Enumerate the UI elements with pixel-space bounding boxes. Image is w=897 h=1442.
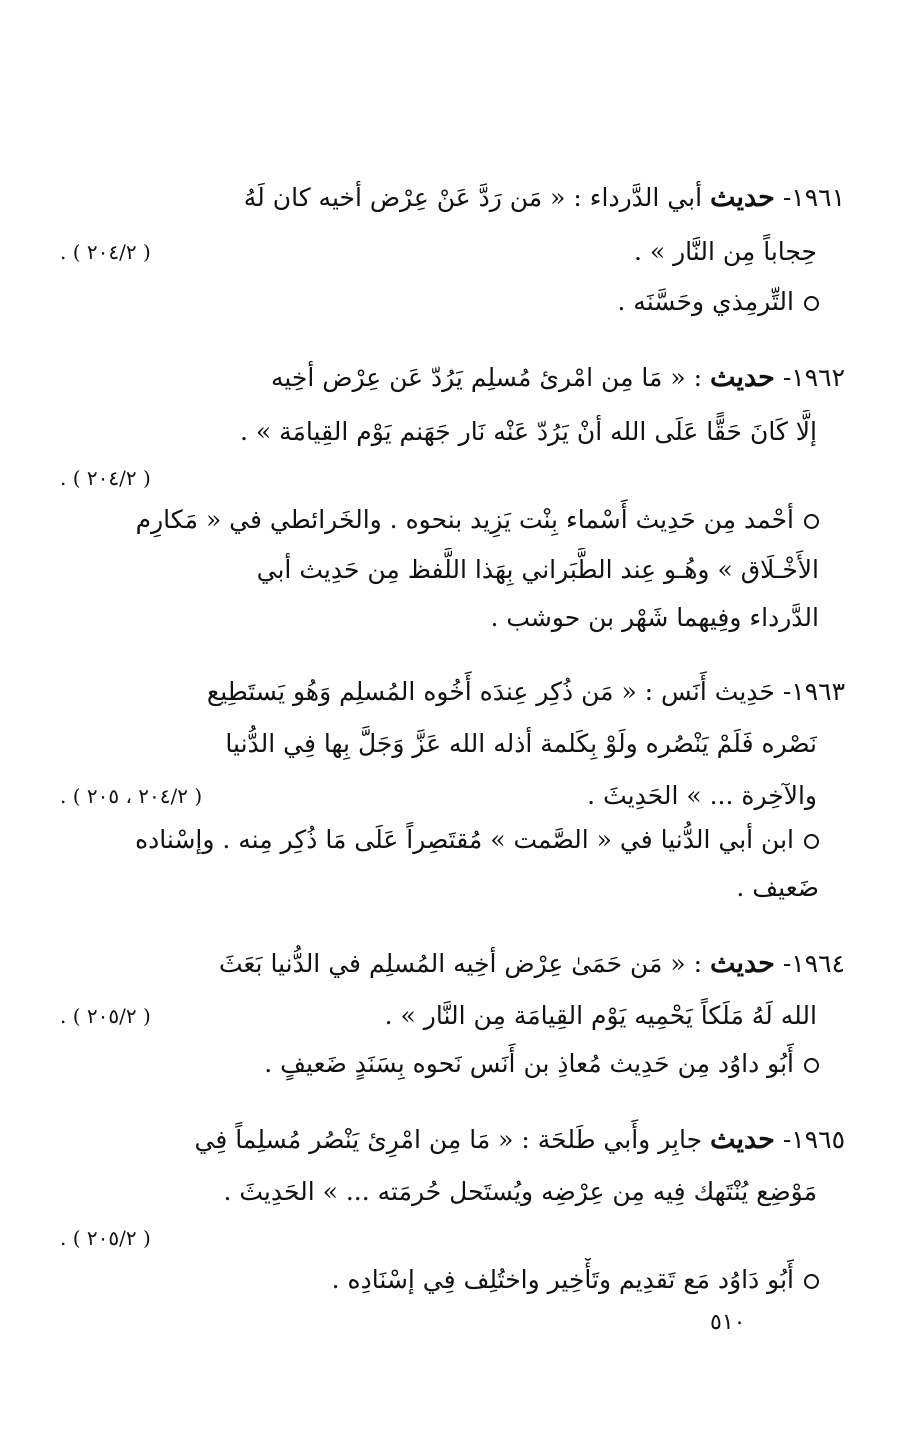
entry-1961-line-2: حِجاباً مِن النَّار » . [633, 237, 817, 266]
entry-number: ١٩٦٤- [782, 949, 845, 978]
entry-1963-line-1 [60, 670, 845, 714]
circle-bullet-icon [804, 514, 819, 529]
entry-text: أبي الدَّرداء : « مَن رَدَّ عَنْ عِرْض أخيه كان لَهُ [243, 183, 703, 212]
entry-1961-reference: ( ٢٠٤/٢ ) . [60, 240, 151, 264]
entry-1962-note-line-3: الدَّرداء وفِيهما شَهْر بن حوشب . [490, 603, 819, 632]
entry-1965-note: أَبُو دَاوُد مَع تَقدِيم وتَأْخِير واختُلِف فِي إسْنَادِه . [60, 1258, 819, 1302]
entry-1963-line-2: نَصْره فَلَمْ يَنْصُره ولَوْ بِكَلمة أذله الله عَزَّ وَجَلَّ بِها فِي الدُّنيا [225, 729, 817, 758]
entry-text: حَدِيث أَنَس : « مَن ذُكِر عِندَه أَخُوه المُسلِم وَهُو يَستَطِيع [206, 677, 775, 706]
entry-1963-reference: ( ٢٠٤/٢ ، ٢٠٥ ) . [60, 784, 203, 808]
entry-number: ١٩٦١- [782, 183, 845, 212]
page-number: ٥١٠ [710, 1310, 746, 1335]
entry-1962-line-2: إلَّا كَانَ حَقًّا عَلَى الله أنْ يَرُدّ عَنْه نَار جَهَنم يَوْم القِيامَة » . [239, 417, 817, 446]
entry-label: حديث [709, 362, 775, 393]
entry-text: : « مَن حَمَىٰ عِرْض أخِيه المُسلِم في الدُّنيا بَعَثَ [218, 949, 703, 978]
entry-1965-reference: ( ٢٠٥/٢ ) . [60, 1226, 151, 1250]
entry-1961-note: التِّرمِذي وحَسَّنَه . [60, 280, 819, 324]
entry-1961-line-1 [60, 176, 845, 220]
entry-1965-line-2: مَوْضِع يُنْتَهك فِيه مِن عِرْضِه ويُستَحل حُرمَته ... » الحَدِيثَ . [223, 1177, 817, 1206]
circle-bullet-icon [804, 1274, 819, 1289]
entry-label: حديث [709, 1124, 775, 1155]
entry-label: حديث [709, 182, 775, 213]
entry-number: ١٩٦٢- [782, 363, 845, 392]
entry-1965-line-1 [60, 1118, 845, 1162]
entry-number: ١٩٦٥- [782, 1125, 845, 1154]
entry-1963-note-line-2: ضَعيف . [736, 873, 819, 902]
entry-1964-reference: ( ٢٠٥/٢ ) . [60, 1004, 151, 1028]
entry-text: جابِر وأَبي طَلحَة : « مَا مِن امْرِئ يَنْصُر مُسلِماً فِي [194, 1125, 703, 1154]
circle-bullet-icon [804, 834, 819, 849]
entry-1962-note-line-2: الأَخْـلَاق » وهُـو عِند الطَّبَراني بِهَذا اللَّفظ مِن حَدِيث أبي [256, 555, 819, 584]
entry-1964-line-1 [60, 942, 845, 986]
entry-1963-note-line-1: ابن أبي الدُّنيا في « الصَّمت » مُقتَصِراً عَلَى مَا ذُكِر مِنه . وإسْناده [60, 818, 819, 862]
entry-1962-note-line-1: أحْمد مِن حَدِيث أَسْماء بِنْت يَزِيد بنحوه . والخَرائطي في « مَكارِم [60, 498, 819, 542]
entry-1963-line-3: والآخِرة ... » الحَدِيثَ . [587, 781, 817, 810]
circle-bullet-icon [804, 296, 819, 311]
entry-number: ١٩٦٣- [782, 677, 845, 706]
entry-label: حديث [709, 948, 775, 979]
entry-1962-reference: ( ٢٠٤/٢ ) . [60, 466, 151, 490]
entry-1964-line-2: الله لَهُ مَلَكاً يَحْمِيه يَوْم القِيامَة مِن النَّار » . [384, 1001, 817, 1030]
entry-text: : « مَا مِن امْرئ مُسلِم يَرُدّ عَن عِرْض أخِيه [270, 363, 703, 392]
entry-1962-line-1 [60, 356, 845, 400]
circle-bullet-icon [804, 1058, 819, 1073]
entry-1964-note: أَبُو داوُد مِن حَدِيث مُعاذِ بن أَنَس نَحوه بِسَنَدٍ ضَعيفٍ . [60, 1042, 819, 1086]
